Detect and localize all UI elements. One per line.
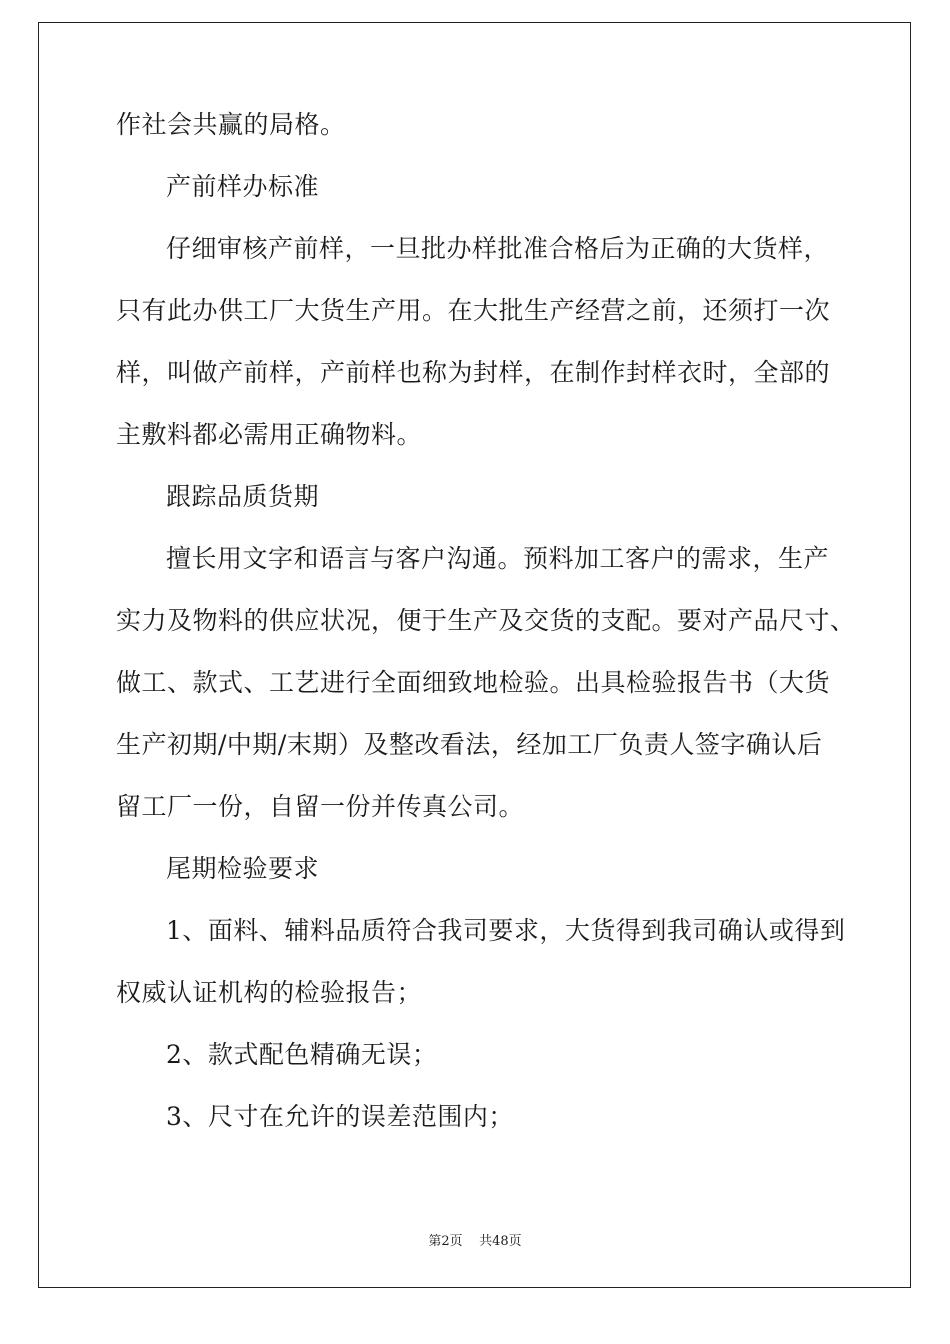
text-line: 擅长用文字和语言与客户沟通。预料加工客户的需求，生产 [166, 544, 830, 573]
list-item: 3、尺寸在允许的误差范围内； [166, 1102, 514, 1131]
list-item: 2、款式配色精确无误； [166, 1040, 438, 1069]
section-heading: 产前样办标准 [166, 172, 320, 201]
text-line: 权威认证机构的检验报告； [116, 978, 423, 1007]
text-line: 只有此办供工厂大货生产用。在大批生产经营之前，还须打一次 [116, 296, 831, 325]
page-number-footer: 第2页 共48页 [428, 1234, 522, 1249]
text-line: 留工厂一份，自留一份并传真公司。 [116, 792, 525, 821]
list-item: 1、面料、辅料品质符合我司要求，大货得到我司确认或得到 [166, 916, 846, 945]
text-line: 生产初期/中期/末期）及整改看法，经加工厂负责人签字确认后 [116, 730, 823, 759]
page-border [38, 22, 911, 1288]
text-line: 作社会共赢的局格。 [116, 110, 346, 139]
text-line: 仔细审核产前样，一旦批办样批准合格后为正确的大货样， [166, 234, 830, 263]
text-line: 做工、款式、工艺进行全面细致地检验。出具检验报告书（大货 [116, 668, 831, 697]
text-line: 样，叫做产前样，产前样也称为封样，在制作封样衣时，全部的 [116, 358, 831, 387]
section-heading: 跟踪品质货期 [166, 482, 320, 511]
text-line: 实力及物料的供应状况，便于生产及交货的支配。要对产品尺寸、 [116, 606, 856, 635]
text-line: 主敷料都必需用正确物料。 [116, 420, 423, 449]
section-heading: 尾期检验要求 [166, 854, 320, 883]
